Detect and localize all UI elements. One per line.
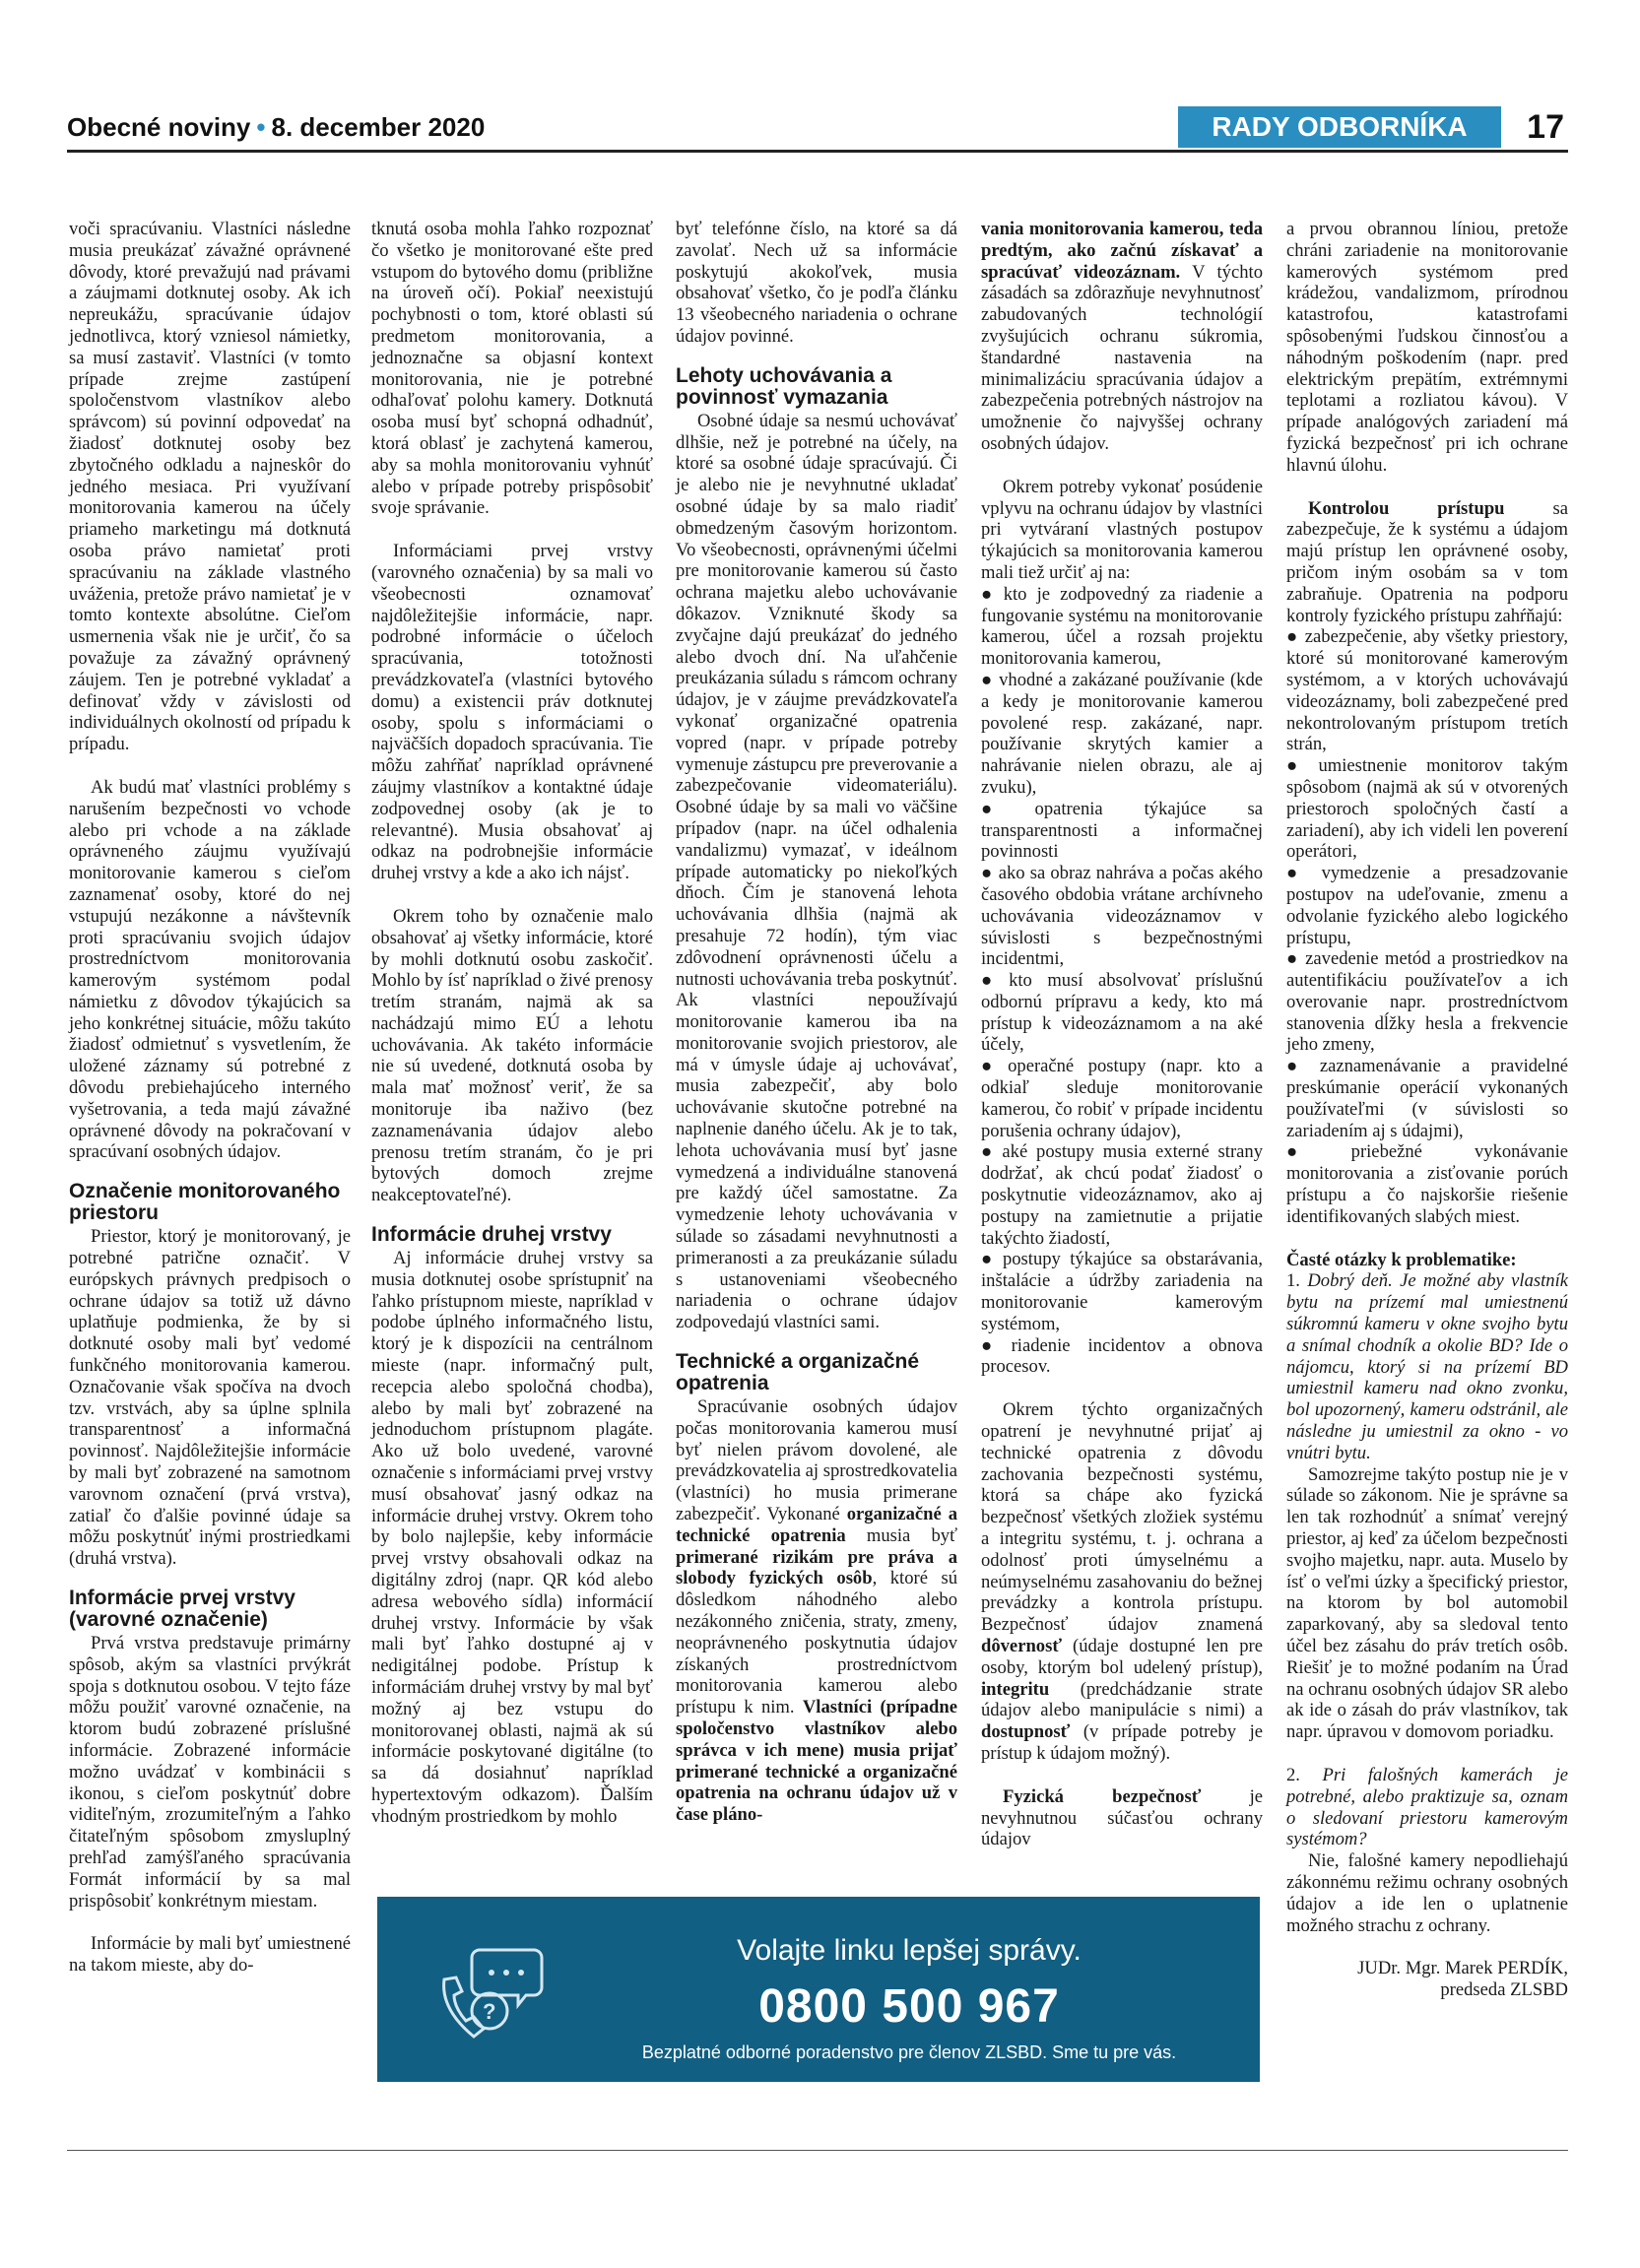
bold-text: vania monitorovania kamerou, teda predtým, ako začnú získavať a spracúvať videozáznam. [981,219,1263,283]
paragraph [981,1786,1263,1850]
list-item: ● vymedzenie a presadzovanie postupov na udeľovanie, zmenu a odvolanie fyzického alebo logického prístupu, [1286,863,1568,948]
column-3 [676,219,957,1826]
paragraph: byť telefónne číslo, na ktoré sa dá zavolať. Nech už sa informácie poskytujú akokoľvek, musia obsahovať všetko, čo je podľa článku 13 všeobecného nariadenia o ochrane údajov povinné. [676,219,957,347]
list-item: ● postupy týkajúce sa obstarávania, inštalácie a údržby zariadenia na monitorovanie kamerovým systémom, [981,1249,1263,1334]
header-rule [67,150,1568,153]
issue-date: 8. december 2020 [271,112,486,142]
list-item: ● priebežné vykonávanie monitorovania a zisťovanie porúch prístupu a čo najskoršie riešenie identifikovaných slabých miest. [1286,1141,1568,1227]
masthead [67,112,485,143]
question-text: Dobrý deň. Je možné aby vlastník bytu na prízemí mal umiestnenú súkromnú kameru v okne svojho bytu a snímal chodník a okolie BD? Ide o nájomcu, ktorý si na prízemí BD umiestnil kameru nad okno zvonku, bol upozornený, kameru odstránil, ale následne ju umiestnil za okno - vo vnútri bytu. [1286,1270,1568,1463]
faq-question [1286,1270,1568,1463]
bold-text: Fyzická bezpečnosť [1003,1785,1202,1807]
subheading: Informácie druhej vrstvy [371,1223,612,1247]
svg-text:?: ? [483,1999,496,2024]
paragraph [981,219,1263,455]
question-number: 2. [1286,1764,1323,1785]
bold-text: integritu [981,1678,1050,1700]
advert-title: Volajte linku lepšej správy. [737,1934,1082,1967]
page-number: 17 [1527,108,1564,146]
list-item: ● umiestnenie monitorov takým spôsobom (najmä ak sú v otvorených priestoroch spoločných častí a zariadení), aby ich videli len poverení operátori, [1286,755,1568,863]
column-2 [371,219,653,1828]
text-run: (v prípade potreby je prístup k údajom možný). [981,1721,1263,1764]
advert-phone-number[interactable]: 0800 500 967 [758,1980,1060,2033]
subheading: Označenie monitorovaného priestoru [69,1180,341,1225]
paragraph [1286,498,1568,627]
paragraph: Okrem potreby vykonať posúdenie vplyvu na ochranu údajov by vlastníci pri vytváraní vlastných postupov týkajúcich sa monitorovania kamerou mali tiež určiť aj na: [981,476,1263,583]
question-text: Pri falošných kamerách je potrebné, alebo praktizuje sa, oznam o sledovaní priestoru kamerovým systémom? [1286,1764,1569,1850]
text-run: (údaje dostupné len pre osoby, ktorým bol udelený prístup), [981,1636,1263,1678]
paragraph [981,1399,1263,1765]
text-run: sa zabezpečuje, že k systému a údajom majú prístup len oprávnené osoby, pričom iným osobám sa v tom zabraňuje. Opatrenia na podporu kontroly fyzického prístupu zahŕňajú: [1286,497,1568,626]
footer-rule [67,2150,1568,2151]
subheading: Lehoty uchovávania a povinnosť vymazania [676,363,892,409]
faq-question [1286,1765,1568,1850]
author-name: JUDr. Mgr. Marek PERDÍK, [1357,1958,1568,1979]
faq-answer: Nie, falošné kamery nepodliehajú zákonnému režimu ochrany osobných údajov a ide len o uplatnenie možného strachu z ochrany. [1286,1850,1568,1936]
phone-chat-icon [430,1930,549,2048]
bold-text: Kontrolou prístupu [1308,497,1505,519]
paragraph: tknutá osoba mohla ľahko rozpoznať čo všetko je monitorované ešte pred vstupom do bytového domu (približne na úroveň očí). Pokiaľ neexistujú pochybnosti o tom, ktoré oblasti sú predmetom monitorovania, a jednoznačne sa objasní kontext monitorovania, nie je potrebné odhaľovať polohu kamery. Dotknutá osoba musí byť schopná odhadnúť, ktorá oblasť je zachytená kamerou, aby sa mohla monitorovaniu vyhnúť alebo v prípade potreby prispôsobiť svoje správanie. [371,219,653,519]
text-run: (predchádzanie strate údajov alebo manipulácie s nimi) a [981,1678,1263,1721]
bullet-list [1286,626,1568,1227]
column-4 [981,219,1263,1850]
list-item: ● zaznamenávanie a pravidelné preskúmanie operácií vykonaných používateľmi (v súvislosti so zariadením aj s údajmi), [1286,1056,1568,1141]
section-label: RADY ODBORNÍKA [1178,106,1501,148]
text-run: musia byť [845,1524,958,1546]
paragraph: a prvou obrannou líniou, pretože chráni zariadenie na monitorovanie kamerových systémom pred krádežou, vandalizmom, prírodnou katastrofou, katastrofami spôsobenými ľudskou činnosťou a náhodným poškodením (napr. pred elektrickým prepätím, extrémnymi teplotami a rozliatou kávou). V prípade analógových zariadení má fyzická bezpečnosť pri ich ochrane hlavnú úlohu. [1286,219,1568,476]
author-title: predseda ZLSBD [1440,1979,1568,2001]
text-run: Okrem týchto organizačných opatrení je nevyhnutné prijať aj technické opatrenia z dôvodu zachovania bezpečnosti systému, ktorá sa chápe ako fyzická bezpečnosť všetkých zložiek systému a integritu systému, t. j. ochrana a odolnosť proti úmyselnému a neúmyselnému zasahovaniu do bežnej prevádzky a kontrola prístupu. Bezpečnosť údajov znamená [981,1399,1263,1636]
paragraph: Aj informácie druhej vrstvy sa musia dotknutej osobe sprístupniť na ľahko prístupnom mieste, napríklad v podobe úplného informačného listu, ktorý je k dispozícii na centrálnom mieste (napr. informačný pult, recepcia alebo spoločná chodba), alebo by mali byť zobrazené na jednoduchom prístupnom plagáte. Ako už bolo uvedené, varovné označenie s informáciami prvej vrstvy musí obsahovať jasný odkaz na informácie druhej vrstvy. Okrem toho by bolo najlepšie, keby informácie prvej vrstvy obsahovali odkaz na digitálny zdroj (napr. QR kód alebo adresa webového sídla) informácií druhej vrstvy. Informácie by však mali byť ľahko dostupné aj v nedigitálnej podobe. Prístup k informáciám druhej vrstvy by mal byť možný aj bez vstupu do monitorovanej oblasti, najmä ak sú informácie poskytované digitálne (to sa dá dosiahnuť napríklad hypertextovým odkazom). Ďalším vhodným prostriedkom by mohlo [371,1248,653,1827]
paragraph: voči spracúvaniu. Vlastníci následne musia preukázať závažné oprávnené dôvody, ktoré prevažujú nad právami a záujmami dotknutej osoby. Ak ich nepreukážu, spracúvanie údajov jednotlivca, ktorý vzniesol námietky, sa musí zastaviť. Vlastníci (v tomto prípade zrejme zastúpení spoločenstvom vlastníkov alebo správcom) sú povinní odpovedať na žiadosť dotknutej osoby bez zbytočného odkladu a najneskôr do jedného mesiaca. Pri využívaní monitorovania kamerou na účely priameho marketingu má dotknutá osoba právo namietať proti spracúvaniu na základe vlastného uváženia, pretože právo namietať je v tomto kontexte absolútne. Cieľom usmernenia však nie je určiť, čo sa považuje za závažný oprávnený záujem. Ten je potrebné vykladať a definovať vždy v závislosti od individuálnych okolností od prípadu k prípadu. [69,219,351,755]
bullet-list [981,584,1263,1378]
list-item: ● riadenie incidentov a obnova procesov. [981,1335,1263,1379]
text-run: Spracúvanie osobných údajov počas monitorovania kamerou musí byť nielen právom dovolené, ale prevádzkovatelia aj sprostredkovatelia (vlastníci) ho musia primerane zabezpečiť. Vykonané [676,1396,958,1525]
bold-text: dôvernosť [981,1636,1063,1656]
column-5 [1286,219,1568,2001]
paragraph: Okrem toho by označenie malo obsahovať aj všetky informácie, ktoré by mohli dotknutú osobu zaskočiť. Mohlo by ísť napríklad o živé prenosy tretím stranám, najmä ak sa nachádzajú mimo EÚ a lehotu uchovávania. Ak takéto informácie nie sú uvedené, dotknutá osoba by mala mať možnosť veriť, že sa monitoruje iba naživo (bez zaznamenávania údajov alebo prenosu tretím stranám, čo je pri bytových domoch zrejme neakceptovateľné). [371,905,653,1206]
paragraph: Informácie by mali byť umiestnené na takom mieste, aby do- [69,1933,351,1976]
advert-subtitle: Bezplatné odborné poradenstvo pre členov ZLSBD. Sme tu pre vás. [641,2042,1177,2062]
subheading: Informácie prvej vrstvy (varovné označenie) [69,1587,295,1632]
paragraph: Prvá vrstva predstavuje primárny spôsob, akým sa vlastníci prvýkrát spoja s dotknutou osobou. V tejto fáze môžu použiť varovné označenie, na ktorom budú zobrazené príslušné informácie. Zobrazené informácie možno uvádzať v kombinácii s ikonou, s cieľom poskytnúť dobre viditeľným, zrozumiteľným a ľahko čitateľným spôsobom zmysluplný prehľad zamýšľaného spracúvania Formát informácií by sa mal prispôsobiť konkrétnym miestam. [69,1633,351,1912]
list-item: ● operačné postupy (napr. kto a odkiaľ sleduje monitorovanie kamerou, čo robiť v prípade incidentu porušenia ochrany údajov), [981,1056,1263,1141]
faq-answer: Samozrejme takýto postup nie je v súlade so zákonom. Nie je správne sa len tak rozhodnúť a snímať verejný priestor, aj keď za účelom bezpečnosti svojho majetku, napr. auta. Muselo by ísť o veľmi úzky a špecifický priestor, na ktorom by bol automobil zaparkovaný, aby sa sledoval tento účel bez zásahu do práv tretích osôb. Riešiť je to možné podaním na Úrad na ochranu osobných údajov SR alebo ak ide o zásah do práv vlastníkov, tak napr. úpravou v domovom poriadku. [1286,1463,1568,1743]
list-item: ● opatrenia týkajúce sa transparentnosti a informačnej povinnosti [981,799,1263,863]
page-header [67,106,1568,150]
paragraph: Ak budú mať vlastníci problémy s narušením bezpečnosti vo vchode alebo pri vchode a na základe oprávneného záujmu využívajú monitorovanie kamerou s cieľom zaznamenať osoby, ktoré do nej vstupujú nezákonne a návštevník proti spracúvaniu svojich údajov prostredníctvom monitorovania kamerovým systémom podal námietku z dôvodov týkajúcich sa jeho konkrétnej situácie, môžu takúto žiadosť odmietnuť s vysvetlením, že uložené záznamy sú potrebné z dôvodu prebiehajúceho interného vyšetrovania, a teda majú závažné oprávnené dôvody na pokračovaní v spracúvaní osobných údajov. [69,776,351,1163]
advert-banner[interactable] [377,1897,1260,2082]
bold-text: primerané rizikám pre práva a slobody fyzických osôb [676,1546,957,1589]
list-item: ● vhodné a zakázané používanie (kde a kedy je monitorovanie kamerou povolené resp. zakázané, napr. používanie skrytých kamier a nahrávanie nielen obrazu, ale aj zvuku), [981,670,1263,799]
text-run: , ktoré sú dôsledkom náhodného alebo nezákonného zničenia, straty, zmeny, neoprávneného poskytnutia údajov získaných prostredníctvom monitorovania kamerou alebo prístupu k nim. [676,1568,957,1718]
bold-text: dostupnosť [981,1721,1071,1743]
question-number: 1. [1286,1270,1308,1292]
list-item: ● zabezpečenie, aby všetky priestory, ktoré sú monitorované kamerovým systémom, a v ktorých uchovávajú videozáznamy, boli zabezpečené pred nekontrolovaným prístupom tretích strán, [1286,626,1568,755]
list-item: ● kto je zodpovedný za riadenie a fungovanie systému na monitorovanie kamerou, účel a rozsah projektu monitorovania kamerou, [981,584,1263,670]
list-item: ● aké postupy musia externé strany dodržať, ak chcú podať žiadosť o poskytnutie videozáznamov, ako aj postupy na zamietnutie a prijatie takýchto žiadostí, [981,1141,1263,1249]
separator-dot: • [256,112,266,142]
list-item: ● zavedenie metód a prostriedkov na autentifikáciu používateľov a ich overovanie napr. prostredníctvom stanovenia dĺžky hesla a frekvencie jeho zmeny, [1286,948,1568,1056]
text-run: V týchto zásadách sa zdôrazňuje nevyhnutnosť zabudovaných technológií zvyšujúcich ochranu súkromia, štandardné nastavenia na minimalizáciu spracúvania údajov a zabezpečenia potrebných nástrojov na umožnenie čo najvyššej ochrany osobných údajov. [981,261,1263,454]
bold-text: Vlastníci (prípadne spoločenstvo vlastníkov alebo správca v ich mene) musia prijať primerané technické a organizačné opatrenia na ochranu údajov už v čase pláno- [676,1697,957,1826]
bold-text: organizačné a technické opatrenia [676,1504,957,1546]
paragraph: Osobné údaje sa nesmú uchovávať dlhšie, než je potrebné na účely, na ktoré sa osobné údaje spracúvajú. Či je alebo nie je nevyhnutné ukladať osobné údaje by sa malo riadiť obmedzeným časovým horizontom. Vo všeobecnosti, oprávnenými účelmi pre monitorovanie kamerou sú často ochrana majetku alebo uchovávanie dôkazov. Vzniknuté škody sa zvyčajne dajú preukázať do jedného alebo dvoch dní. Na uľahčenie preukázania súladu s rámcom ochrany údajov, je v záujme prevádzkovateľa vykonať organizačné opatrenia vopred (napr. v prípade potreby vymenuje zástupcu pre preverovanie a zabezpečovanie videomateriálu). Osobné údaje by sa mali vo väčšine prípadov (napr. na účel odhalenia vandalizmu) vymazať, v ideálnom prípade automaticky po niekoľkých dňoch. Čím je stanovená lehota uchovávania dlhšia (najmä ak presahuje 72 hodín), tým viac zdôvodnení oprávnenosti účelu a nutnosti uchovávania treba poskytnúť. Ak vlastníci nepoužívajú monitorovanie kamerou iba na monitorovanie svojich priestorov, ale má v úmysle údaje aj uchovávať, musia zabezpečiť, aby bolo uchovávanie skutočne potrebné na naplnenie daného účelu. Ak je to tak, lehota uchovávania musí byť jasne vymedzená a individuálne stanovená pre každý účel samostatne. Za vymedzenie lehoty uchovávania v súlade so zásadami nevyhnutnosti a primeranosti a za preukázanie súladu s ustanoveniami všeobecného nariadenia o ochrane údajov zodpovedajú vlastníci sami. [676,410,958,1333]
column-1 [69,219,351,1976]
list-item: ● kto musí absolvovať príslušnú odbornú prípravu a kedy, kto má prístup k videozáznamom a na aké účely, [981,970,1263,1056]
paragraph [676,1396,957,1826]
paper-name: Obecné noviny [67,112,251,142]
list-item: ● ako sa obraz nahráva a počas akého časového obdobia vrátane archívneho uchovávania videozáznamov v súvislosti s bezpečnostnými incidentmi, [981,863,1263,970]
paragraph: Informáciami prvej vrstvy (varovného označenia) by sa mali vo všeobecnosti oznamovať najdôležitejšie informácie, napr. podrobné informácie o účeloch spracúvania, totožnosti prevádzkovateľa (vlastníci bytového domu) a existencii práv dotknutej osoby, spolu s informáciami o najväčších dopadoch spracúvania. Tie môžu zahŕňať napríklad oprávnené záujmy vlastníkov a kontaktné údaje zodpovednej osoby (ak je to relevantné). Musia obsahovať aj odkaz na podrobnejšie informácie druhej vrstvy a kde a ako ich nájsť. [371,541,653,884]
faq-title: Časté otázky k problematike: [1286,1249,1517,1270]
text-run: je nevyhnutnou súčasťou ochrany údajov [981,1785,1263,1850]
paragraph: Priestor, ktorý je monitorovaný, je potrebné patrične označiť. V európskych právnych predpisoch o ochrane údajov sa totiž už dávno uplatňuje podmienka, že by si dotknuté osoby mali byť vedomé funkčného monitorovania kamerou. Označovanie však spočíva na dvoch tzv. vrstvách, aby sa úplne splnila transparentnosť a informačná povinnosť. Najdôležitejšie informácie by mali byť zobrazené na samotnom varovnom označení (prvá vrstva), zatiaľ čo ďalšie povinné údaje sa môžu poskytnúť inými prostriedkami (druhá vrstva). [69,1226,351,1570]
subheading: Technické a organizačné opatrenia [676,1350,920,1395]
